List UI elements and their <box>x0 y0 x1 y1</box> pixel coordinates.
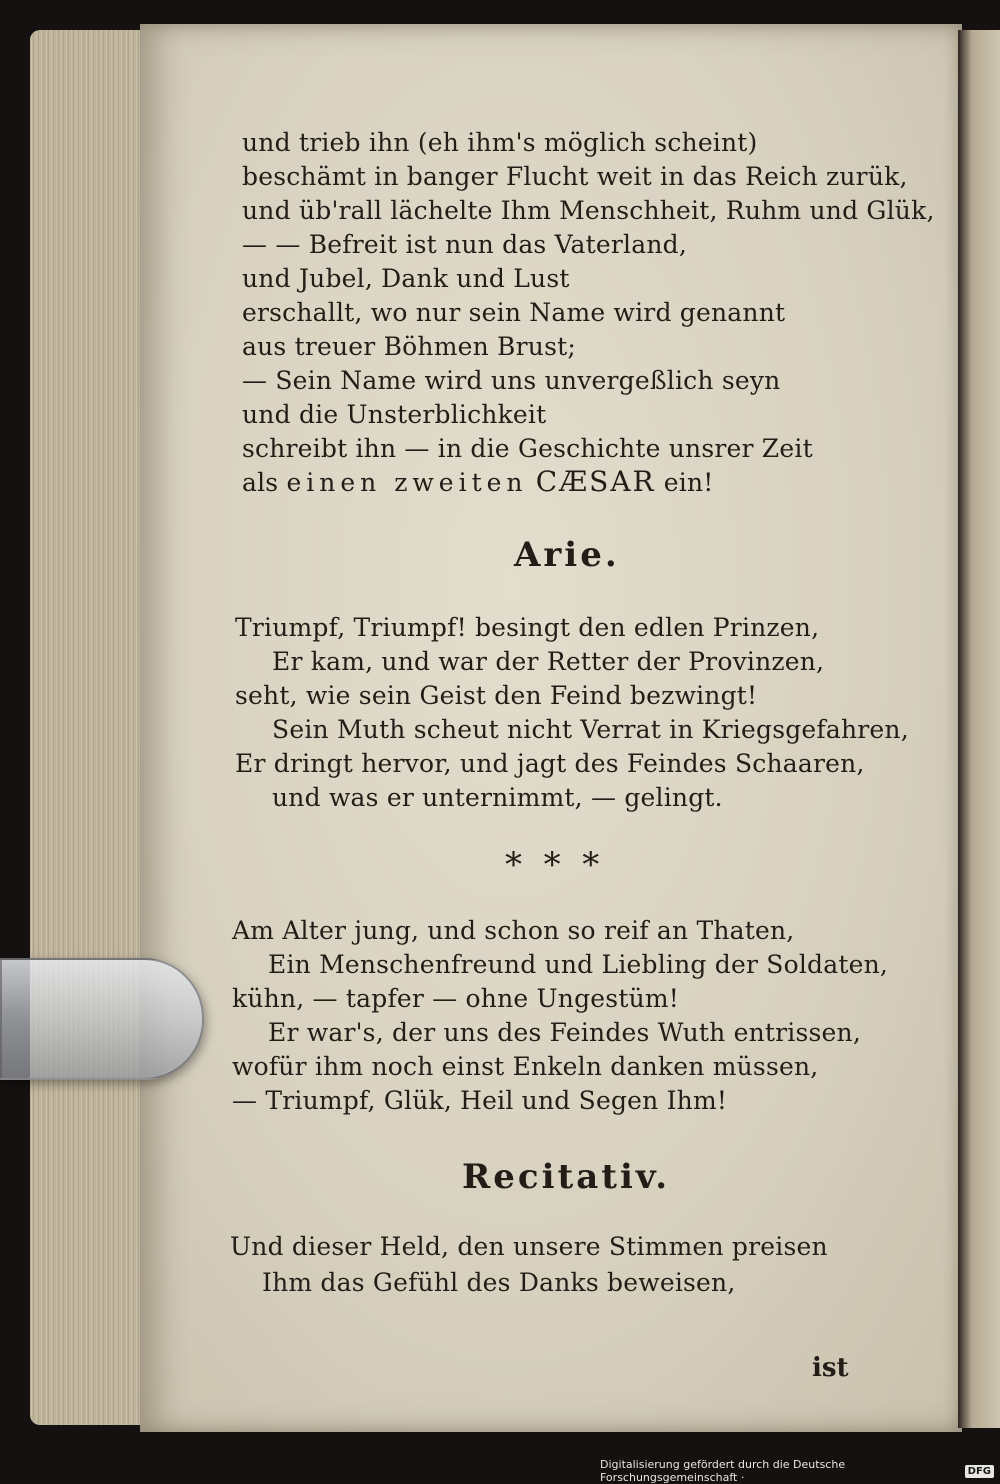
verse-line: Und dieser Held, den unsere Stimmen preisen <box>230 1232 828 1261</box>
credit-text: Digitalisierung gefördert durch die Deutsche Forschungsgemeinschaft · <box>600 1458 846 1484</box>
verse-line: Ein Menschenfreund und Liebling der Soldaten, <box>268 950 889 979</box>
verse-line: und trieb ihn (eh ihm's möglich scheint) <box>242 128 758 157</box>
facing-page-edge <box>958 30 1000 1428</box>
verse-line: schreibt ihn — in die Geschichte unsrer Zeit <box>242 434 813 463</box>
caesar-prefix: als <box>242 468 287 497</box>
caesar-name: CÆSAR <box>535 465 656 498</box>
caesar-line <box>242 465 714 498</box>
verse-line: beschämt in banger Flucht weit in das Reich zurük, <box>242 162 908 191</box>
verse-line: — Triumpf, Glük, Heil und Segen Ihm! <box>232 1086 728 1115</box>
page-holder-clip <box>0 958 204 1080</box>
verse-line: Er dringt hervor, und jagt des Feindes Schaaren, <box>235 749 865 778</box>
verse-line: wofür ihm noch einst Enkeln danken müssen, <box>232 1052 819 1081</box>
verse-line: und Jubel, Dank und Lust <box>242 264 570 293</box>
heading-recitativ: Recitativ. <box>462 1157 671 1197</box>
verse-line: kühn, — tapfer — ohne Ungestüm! <box>232 984 680 1013</box>
caesar-suffix: ein! <box>655 468 714 497</box>
digitization-credit <box>600 1459 1000 1483</box>
verse-line: und üb'rall lächelte Ihm Menschheit, Ruhm und Glük, <box>242 196 935 225</box>
asterism-separator: * * * <box>505 845 600 885</box>
heading-arie: Arie. <box>514 535 620 575</box>
verse-line: erschallt, wo nur sein Name wird genannt <box>242 298 786 327</box>
verse-line: Am Alter jung, und schon so reif an Thaten, <box>232 916 795 945</box>
verse-line: und die Unsterblichkeit <box>242 400 547 429</box>
verse-line: Sein Muth scheut nicht Verrat in Kriegsgefahren, <box>272 715 909 744</box>
verse-line: Triumpf, Triumpf! besingt den edlen Prinzen, <box>235 613 820 642</box>
verse-line: Ihm das Gefühl des Danks beweisen, <box>262 1268 736 1297</box>
verse-line: — — Befreit ist nun das Vaterland, <box>242 230 688 259</box>
verse-line: und was er unternimmt, — gelingt. <box>272 783 723 812</box>
catchword: ist <box>812 1353 849 1383</box>
caesar-spaced-words: einen zweiten <box>286 468 528 497</box>
verse-line: Er war's, der uns des Feindes Wuth entrissen, <box>268 1018 861 1047</box>
verse-line: Er kam, und war der Retter der Provinzen, <box>272 647 825 676</box>
verse-line: aus treuer Böhmen Brust; <box>242 332 576 361</box>
verse-line: — Sein Name wird uns unvergeßlich seyn <box>242 366 781 395</box>
verse-line: seht, wie sein Geist den Feind bezwingt! <box>235 681 758 710</box>
dfg-logo: DFG <box>965 1465 994 1478</box>
